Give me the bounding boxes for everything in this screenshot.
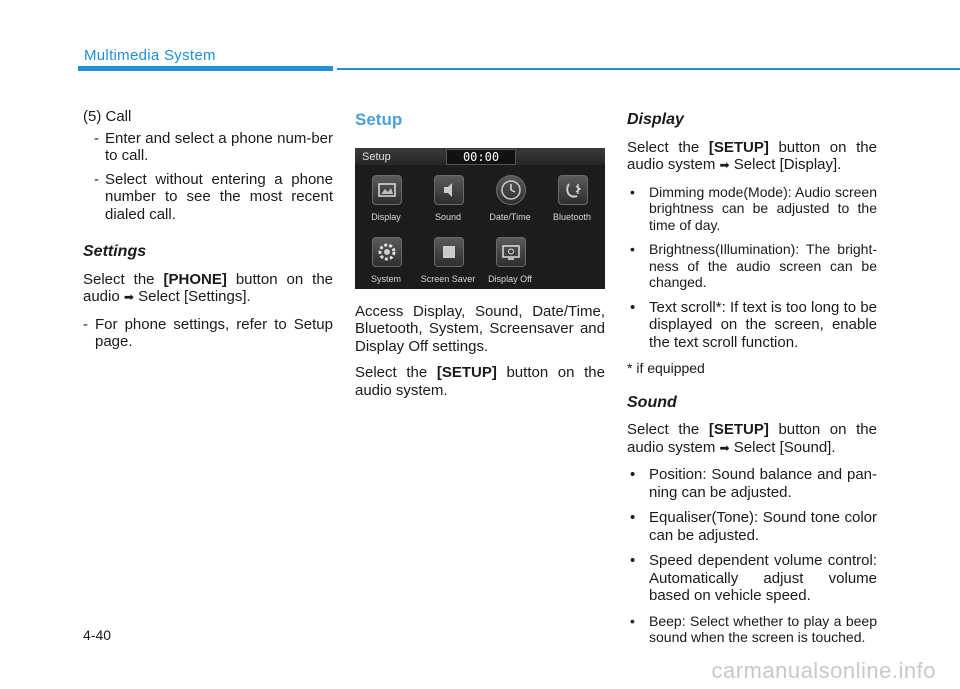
call-heading: (5) Call: [83, 108, 132, 125]
bluetooth-tile-icon: [558, 175, 588, 205]
settings-note-list: [83, 316, 333, 351]
list-item: • Brightness(Illumination): The bright-ness of the audio screen can be changed.: [627, 241, 877, 291]
page-number: 4-40: [83, 627, 112, 643]
sound-instruction: Select the [SETUP] button on the audio system ➡ Select [Sound].: [627, 421, 877, 456]
display-title: Display: [627, 111, 684, 128]
list-item: • Beep: Select whether to play a beep sound when the screen is touched.: [627, 613, 877, 645]
list-item: - Select without entering a phone number to see the most recent dialed call.: [83, 171, 333, 224]
section-header-title: Multimedia System: [84, 47, 216, 64]
list-item: • Dimming mode(Mode): Audio screen brightness can be adjusted to the time of day.: [627, 184, 877, 234]
display-options-list: [627, 184, 877, 352]
tile-label: Bluetooth: [552, 211, 592, 222]
footnote: * if equipped: [627, 360, 705, 376]
tile-label: System: [370, 273, 401, 284]
display-instruction: Select the [SETUP] button on the audio system ➡ Select [Display].: [627, 138, 877, 173]
list-item: • Position: Sound balance and pan-ning can be adjusted.: [627, 466, 877, 501]
clock-tile-icon: [496, 175, 526, 205]
arrow-right-icon: ➡: [719, 158, 730, 172]
setup-screen-image: [355, 148, 605, 289]
call-list: [83, 130, 333, 224]
header-rule-thick: [78, 66, 333, 71]
sound-title: Sound: [627, 393, 677, 411]
tile-label: Display: [371, 211, 401, 222]
settings-title: Settings: [83, 243, 147, 260]
setup-instruction: Select the [SETUP] button on the audio system.: [355, 364, 605, 399]
list-item: • Text scroll*: If text is too long to be displayed on the screen, enable the text scroll function.: [627, 299, 877, 352]
phone-button-label: [PHONE]: [163, 270, 227, 288]
setup-button-label: [SETUP]: [708, 138, 769, 156]
screen-clock: 00:00: [446, 149, 516, 165]
tile-label: Sound: [434, 211, 462, 222]
list-item: - For phone settings, refer to Setup page.: [83, 316, 333, 351]
setup-button-label: [SETUP]: [708, 421, 769, 438]
setup-title: Setup: [355, 110, 403, 129]
screen-title: Setup: [362, 150, 391, 163]
gear-icon: [372, 237, 402, 267]
column-left: [83, 108, 333, 360]
column-middle: [355, 108, 605, 408]
list-item: - Enter and select a phone num-ber to call.: [83, 130, 333, 165]
tile-label: Display Off: [488, 273, 532, 284]
tile-label: Date/Time: [489, 211, 531, 222]
setup-button-label: [SETUP]: [436, 364, 497, 381]
arrow-right-icon: ➡: [719, 440, 730, 455]
header-rule-thin: [337, 68, 960, 70]
list-item: • Equaliser(Tone): Sound tone color can be adjusted.: [627, 509, 877, 544]
column-right: [627, 108, 877, 654]
tile-label: Screen Saver: [420, 273, 476, 284]
watermark: carmanualsonline.info: [711, 658, 936, 683]
setup-description: Access Display, Sound, Date/Time, Bluetooth, System, Screensaver and Display Off settings.: [355, 302, 605, 355]
arrow-right-icon: ➡: [123, 290, 134, 304]
display-tile-icon: [372, 175, 402, 205]
list-item: • Speed dependent volume control: Automatically adjust volume based on vehicle speed.: [627, 552, 877, 605]
display-off-tile-icon: [496, 237, 526, 267]
sound-tile-icon: [434, 175, 464, 205]
screen-saver-tile-icon: [434, 237, 464, 267]
settings-instruction: Select the [PHONE] button on the audio ➡ Select [Settings].: [83, 270, 334, 305]
sound-options-list: [627, 466, 877, 645]
